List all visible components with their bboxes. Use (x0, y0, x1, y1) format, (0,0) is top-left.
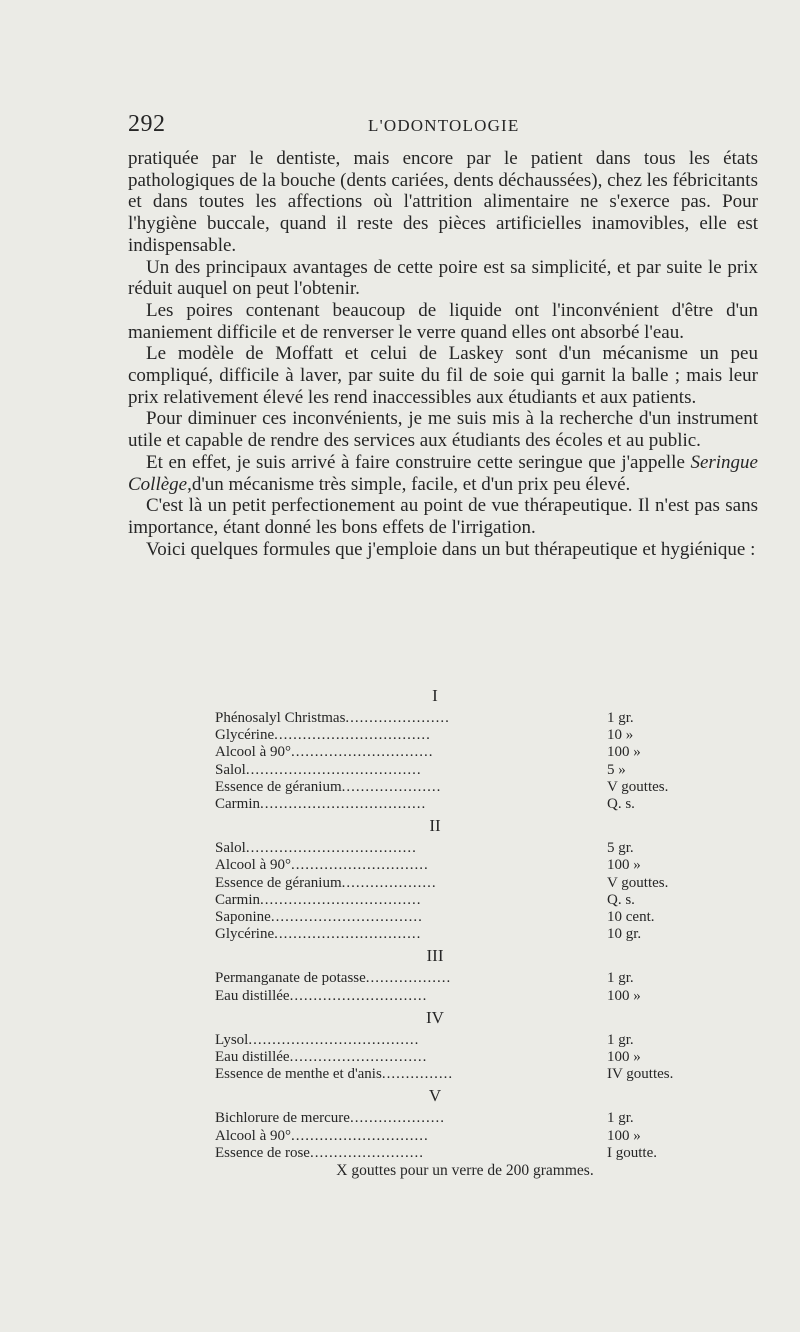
formula-section-title: IV (426, 1007, 444, 1027)
leader-dots: .................................... (248, 1031, 420, 1048)
ingredient-quantity: 10 gr. (607, 926, 642, 943)
leader-dots: ................................. (274, 727, 431, 744)
formula-row (215, 710, 705, 727)
ingredient-quantity: 100 » (607, 857, 641, 874)
ingredient-quantity: Q. s. (607, 796, 635, 813)
ingredient-quantity: V gouttes. (607, 874, 669, 891)
page-number: 292 (128, 111, 166, 137)
formula-row (215, 727, 705, 744)
formula-section-title: III (426, 946, 444, 966)
formula-row (215, 892, 705, 909)
leader-dots: .................... (341, 874, 437, 891)
ingredient-quantity: IV gouttes. (607, 1066, 674, 1083)
leader-dots: .............................. (290, 744, 434, 761)
ingredient-quantity: 100 » (607, 744, 641, 761)
formula-row (215, 875, 705, 892)
ingredient-name: Essence de menthe et d'anis (215, 1066, 382, 1083)
formula-row (215, 970, 705, 987)
formula-note: X gouttes pour un verre de 200 grammes. (336, 1162, 594, 1180)
leader-dots: .................. (365, 970, 452, 987)
ingredient-quantity: 1 gr. (607, 1110, 634, 1127)
ingredient-name: Glycérine (215, 926, 275, 943)
formula-row (215, 1049, 705, 1066)
leader-dots: ............................. (290, 857, 429, 874)
formula-row (215, 1145, 705, 1162)
ingredient-name: Carmin (215, 796, 260, 813)
formula-row (215, 909, 705, 926)
ingredient-name: Alcool à 90° (215, 1127, 291, 1144)
leader-dots: ..................... (341, 778, 442, 795)
ingredient-name: Carmin (215, 891, 260, 908)
ingredient-quantity: I goutte. (607, 1144, 657, 1161)
ingredient-quantity: 5 gr. (607, 840, 634, 857)
ingredient-name: Eau distillée (215, 1049, 290, 1066)
leader-dots: ............................. (289, 987, 428, 1004)
formula-row (215, 1066, 705, 1083)
ingredient-name: Salol (215, 840, 246, 857)
ingredient-quantity: 10 cent. (607, 909, 655, 926)
ingredient-name: Phénosalyl Christmas (215, 710, 346, 726)
ingredient-quantity: V gouttes. (607, 778, 669, 795)
formula-row (215, 1032, 705, 1049)
ingredient-quantity: 1 gr. (607, 970, 634, 987)
ingredient-name: Alcool à 90° (215, 744, 291, 761)
leader-dots: ...................... (345, 710, 450, 726)
paragraph: Voici quelques formules que j'emploie dans un but thérapeutique et hygiénique : (146, 538, 756, 560)
paragraph: C'est là un petit perfectionement au point de vue thérapeutique. Il n'est pas sans importance, étant donné les bons effets de l'irrigation. (128, 495, 758, 538)
ingredient-quantity: 10 » (607, 727, 634, 744)
formula-row (215, 926, 705, 943)
formula-section-title: V (428, 1086, 442, 1106)
leader-dots: ............................. (290, 1127, 429, 1144)
ingredient-quantity: Q. s. (607, 891, 635, 908)
leader-dots: .................................. (260, 891, 422, 908)
ingredient-name: Lysol (215, 1031, 249, 1048)
ingredient-quantity: 100 » (607, 1127, 641, 1144)
leader-dots: ................................... (260, 796, 427, 813)
paragraph-text: ,d'un mécanisme très simple, facile, et d'un prix peu élevé. (187, 473, 631, 495)
body-text (128, 148, 758, 560)
leader-dots: ............... (381, 1066, 454, 1083)
formulas-list (215, 683, 705, 1180)
formula-row (215, 779, 705, 796)
ingredient-quantity: 1 gr. (607, 1031, 634, 1048)
leader-dots: ................................ (270, 909, 423, 926)
paragraph: Le modèle de Moffatt et celui de Laskey sont d'un mécanisme un peu compliqué, difficile à laver, par suite du fil de soie qui garnit la balle ; mais leur prix relativement élevé les rend inaccessibles aux étudiants et aux patients. (128, 343, 758, 408)
formula-row (215, 1110, 705, 1127)
ingredient-quantity: 100 » (607, 987, 641, 1004)
paragraph: Pour diminuer ces inconvénients, je me suis mis à la recherche d'un instrument utile et capable de rendre des services aux étudiants des écoles et au public. (128, 408, 758, 452)
formula-row (215, 1128, 705, 1145)
leader-dots: ..................................... (245, 761, 422, 778)
formula-row (215, 988, 705, 1005)
paragraph: pratiquée par le dentiste, mais encore par le patient dans tous les états pathologiques de la bouche (dents cariées, dents déchaussées), chez les fébricitants et dans toutes les affections où l'attrition alimentaire ne s'exerce pas. Pour l'hygiène buccale, quand il reste des pièces artificielles inamovibles, elle est indispensable. (128, 148, 758, 256)
ingredient-name: Bichlorure de mercure (215, 1110, 350, 1127)
formula-section-title: II (429, 816, 441, 836)
formula-section-title: I (432, 686, 438, 705)
instrument-name: Seringue Collège (128, 451, 758, 495)
ingredient-name: Essence de géranium (215, 778, 342, 795)
formula-row (215, 840, 705, 857)
paragraph: Un des principaux avantages de cette poire est sa simplicité, et par suite le prix réduit auquel on peut l'obtenir. (128, 256, 758, 300)
leader-dots: .................................... (245, 840, 417, 857)
ingredient-name: Glycérine (215, 727, 275, 744)
formula-row (215, 744, 705, 761)
paragraph: Les poires contenant beaucoup de liquide ont l'inconvénient d'être d'un maniement difficile et de renverser le verre quand elles ont absorbé l'eau. (128, 299, 758, 343)
ingredient-name: Essence de géranium (215, 874, 342, 891)
ingredient-name: Salol (215, 761, 246, 778)
formula-row (215, 857, 705, 874)
leader-dots: .................... (349, 1110, 445, 1127)
paragraph-seringue (128, 452, 758, 495)
ingredient-name: Essence de rose (215, 1144, 310, 1161)
ingredient-name: Eau distillée (215, 987, 290, 1004)
running-title: L'ODONTOLOGIE (368, 116, 520, 135)
formula-row (215, 762, 705, 779)
page-header (128, 111, 758, 141)
ingredient-name: Saponine (215, 909, 271, 926)
formula-row (215, 796, 705, 813)
ingredient-quantity: 1 gr. (607, 710, 634, 726)
paragraph-text: Et en effet, je suis arrivé à faire construire cette seringue que j'appelle (146, 451, 691, 473)
leader-dots: ............................. (289, 1049, 428, 1066)
ingredient-quantity: 100 » (607, 1049, 641, 1066)
leader-dots: ........................ (309, 1144, 424, 1161)
leader-dots: ............................... (274, 926, 422, 943)
ingredient-name: Permanganate de potasse (215, 970, 366, 987)
ingredient-quantity: 5 » (607, 761, 626, 778)
ingredient-name: Alcool à 90° (215, 857, 291, 874)
